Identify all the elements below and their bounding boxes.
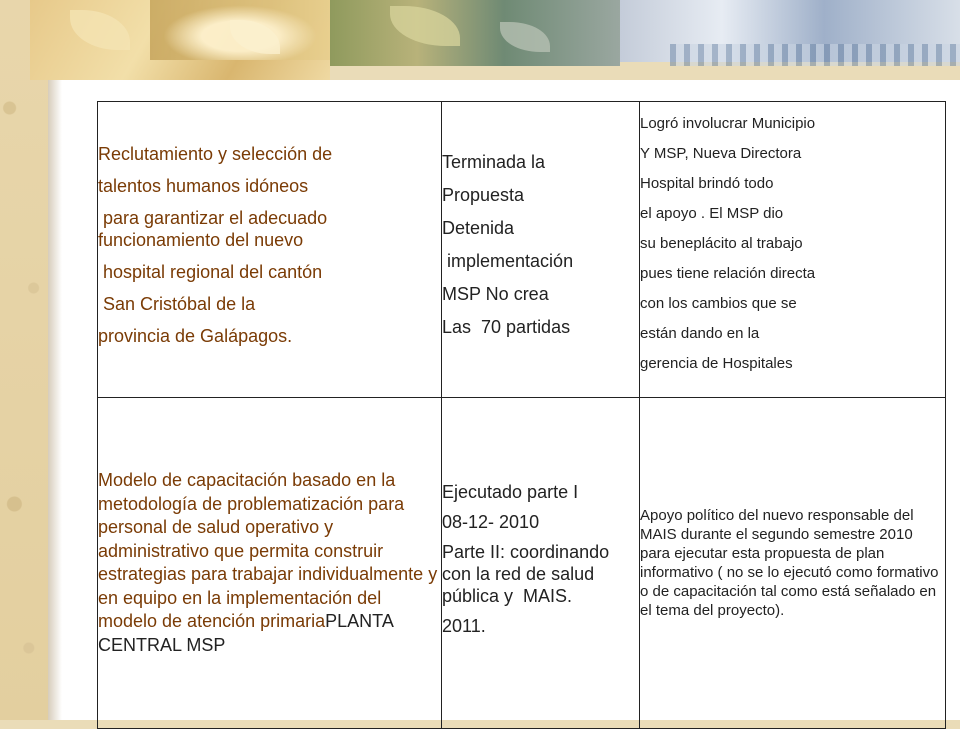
cell-line: San Cristóbal de la	[98, 293, 256, 314]
cell-line: Propuesta	[442, 184, 525, 205]
table-row	[98, 398, 946, 729]
table-row	[98, 102, 946, 398]
cell-line: con los cambios que se	[640, 294, 797, 312]
cell-line: 2011.	[442, 616, 486, 636]
cell-line: gerencia de Hospitales	[640, 354, 793, 372]
cell-paragraph: Apoyo político del nuevo responsable del MAIS durante el segundo semestre 2010 para ejecutar esta propuesta de plan informativo ( no se lo ejecutó como formativo o de capacitación tal como está señalado en el tema del proyecto).	[640, 507, 939, 619]
cell-line: su beneplácito al trabajo	[640, 234, 803, 252]
cell-line: provincia de Galápagos.	[98, 325, 293, 346]
cell-line: pues tiene relación directa	[640, 264, 816, 282]
cell-line: para garantizar el adecuado funcionamiento del nuevo	[98, 207, 333, 250]
cell-line: Y MSP, Nueva Directora	[640, 144, 802, 162]
decorative-banner	[30, 0, 960, 84]
cell-line: MSP No crea	[442, 283, 549, 304]
cell-status	[442, 102, 640, 398]
cell-line: Parte II: coordinando con la red de salud pública y MAIS.	[442, 542, 615, 606]
cell-line: Logró involucrar Municipio	[640, 114, 816, 132]
cell-line: Las 70 partidas	[442, 316, 571, 337]
cell-line: el apoyo . El MSP dio	[640, 204, 784, 222]
cell-line: Detenida	[442, 217, 515, 238]
cell-text: PLANTA CENTRAL MSP	[98, 611, 398, 655]
sheet-shadow	[48, 80, 62, 720]
cell-line: Hospital brindó todo	[640, 174, 774, 192]
cell-line: implementación	[442, 250, 574, 271]
cell-text: Modelo de capacitación basado en la metodología de problematización para personal de salud operativo y administrativo que permita construir estrategias para trabajar individualmente y en equipo en la implementación del modelo de atención primaria	[98, 470, 443, 631]
cell-line: hospital regional del cantón	[98, 261, 323, 282]
cell-line: Reclutamiento y selección de	[98, 143, 333, 164]
cell-line: están dando en la	[640, 324, 760, 342]
cell-activity	[98, 102, 442, 398]
cell-line: Terminada la	[442, 151, 546, 172]
cell-line: talentos humanos idóneos	[98, 175, 309, 196]
cell-notes	[640, 102, 946, 398]
cell-status	[442, 398, 640, 729]
results-table	[97, 101, 946, 729]
cell-paragraph	[98, 469, 441, 657]
cell-line: Ejecutado parte I	[442, 482, 579, 502]
cell-activity	[98, 398, 442, 729]
cell-notes	[640, 398, 946, 729]
cell-line: 08-12- 2010	[442, 512, 540, 532]
background-texture	[0, 0, 48, 720]
